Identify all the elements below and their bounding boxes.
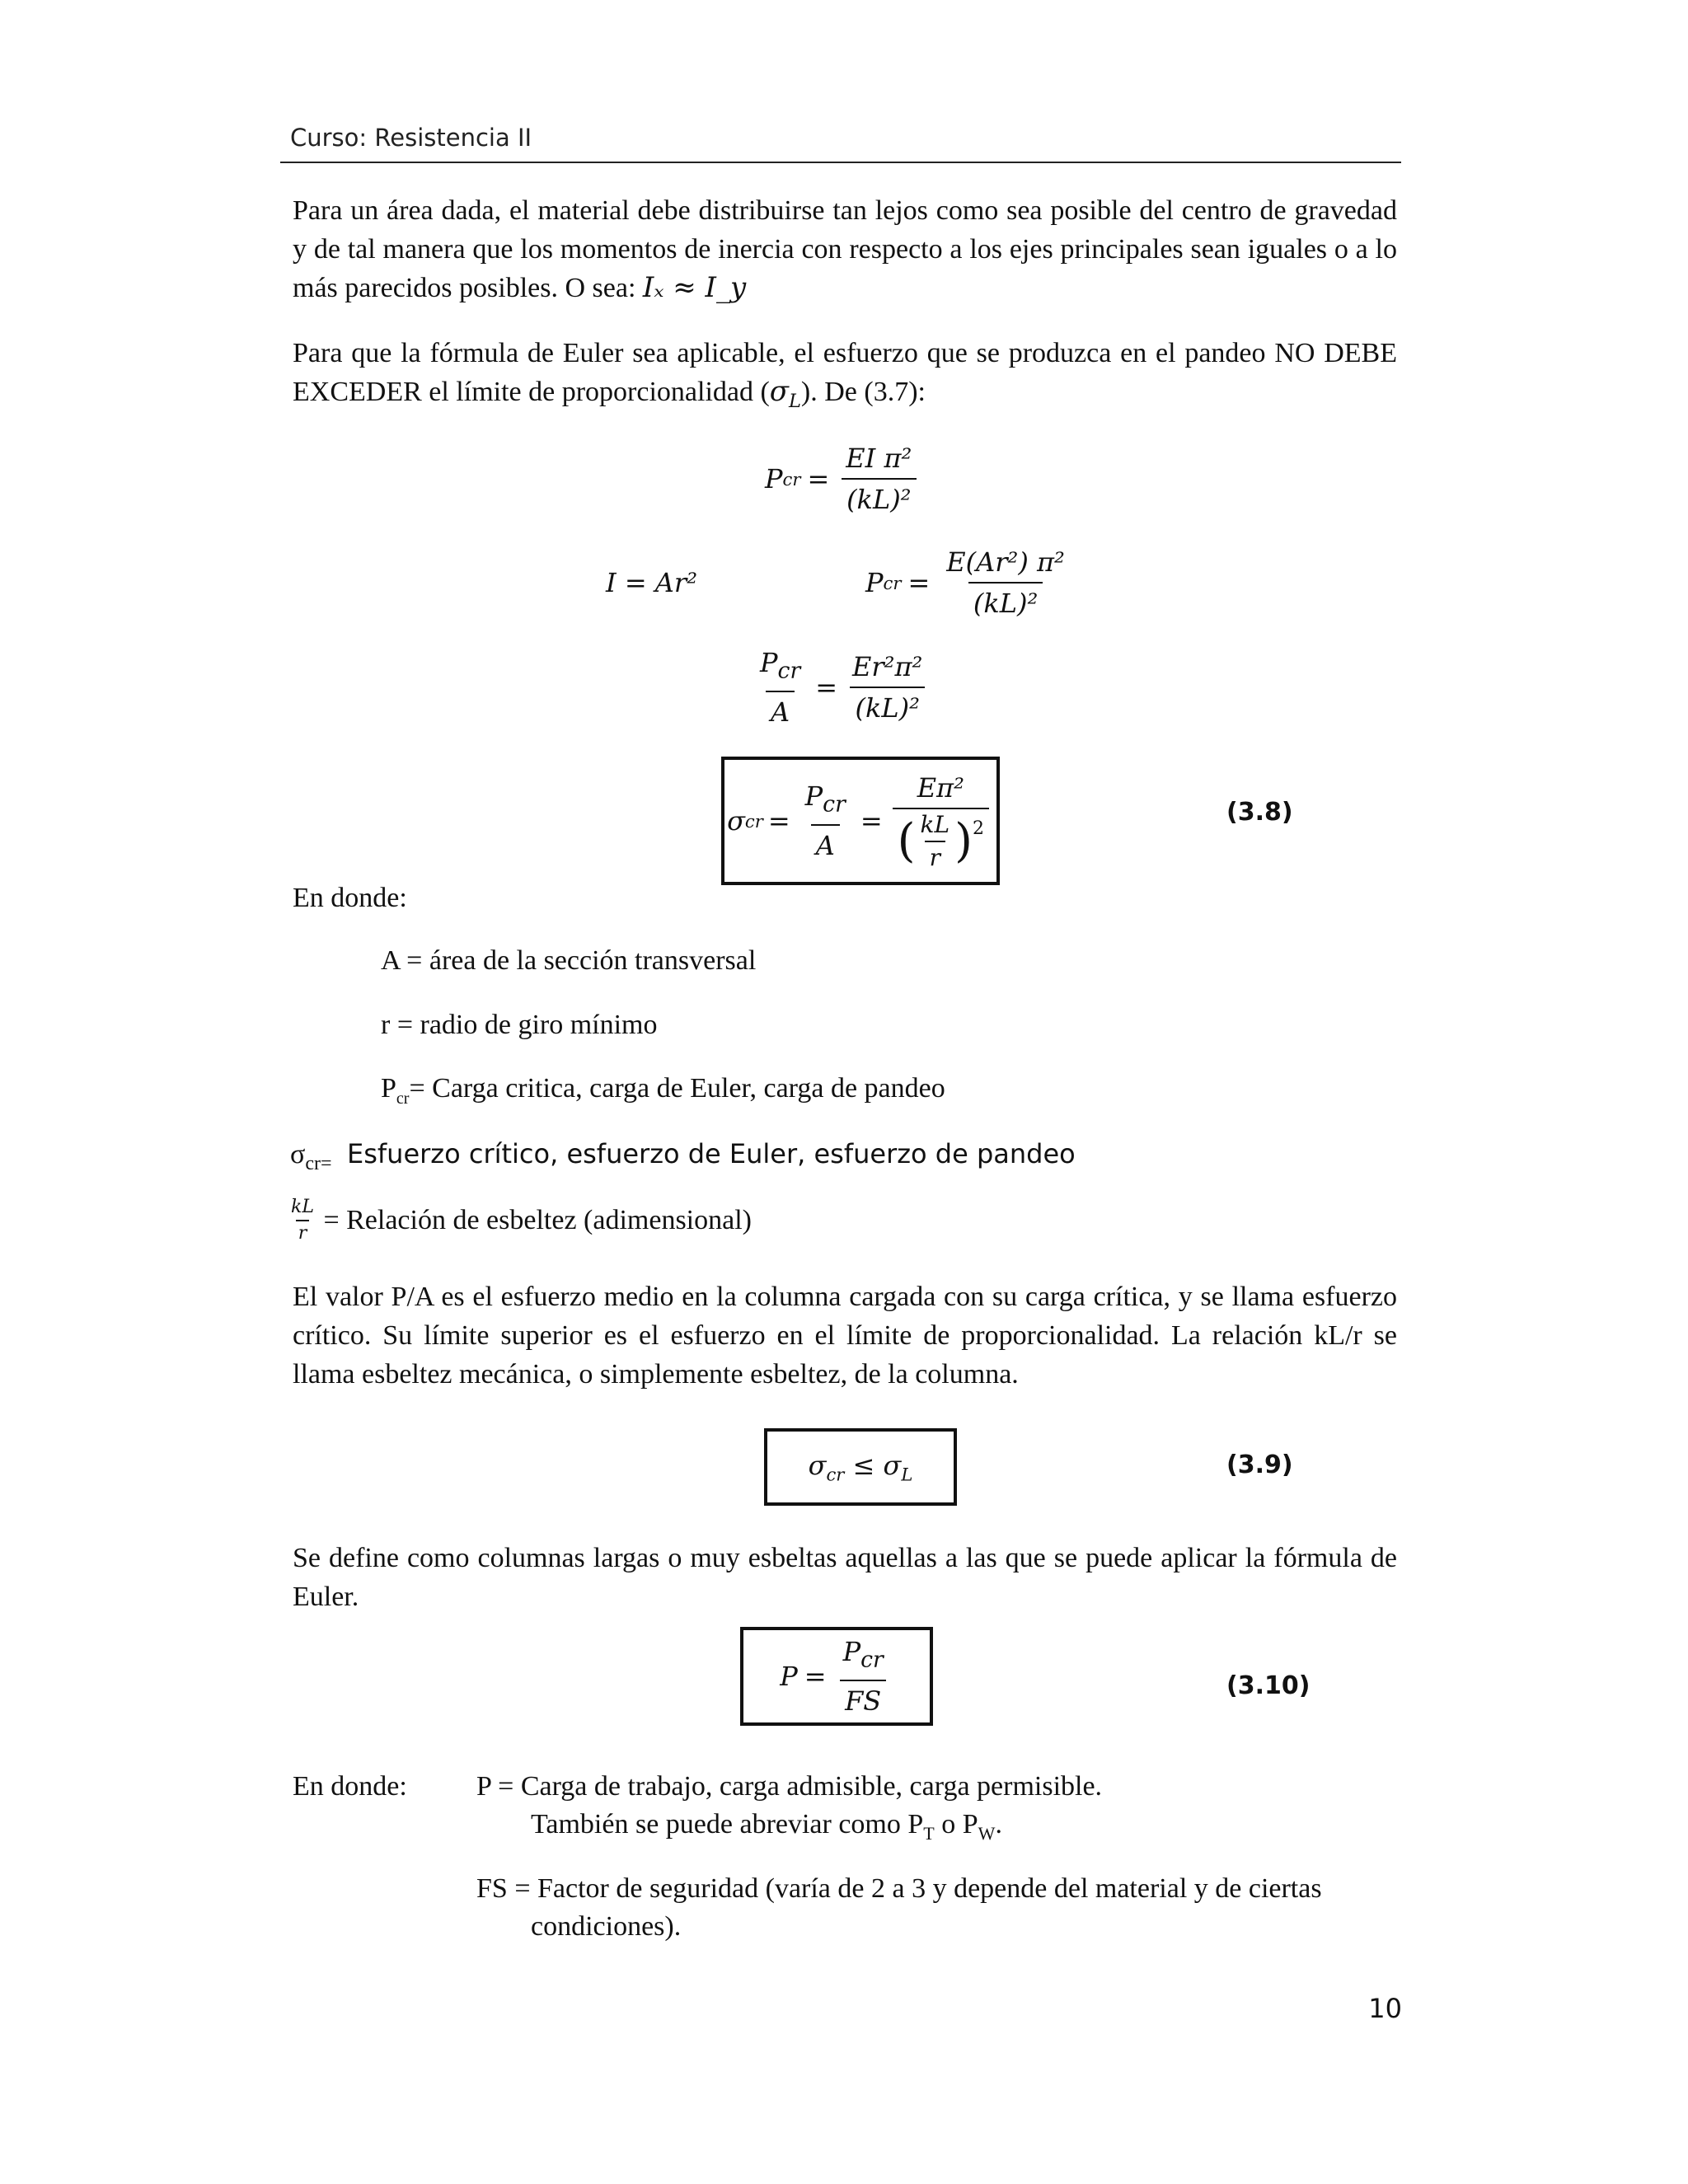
eq38-equals-2: = (860, 805, 883, 837)
eq2-num: E(Ar²) π² (946, 546, 1065, 578)
eq39-sub2: L (901, 1464, 913, 1485)
pcr-text: = Carga critica, carga de Euler, carga de pandeo (409, 1073, 945, 1104)
eq38-inner-fraction (916, 813, 955, 870)
eq39-op: ≤ σ (844, 1449, 902, 1481)
paragraph-critical-stress: El valor P/A es el esfuerzo medio en la columna cargada con su carga crítica, y se llama esfuerzo crítico. Su límite superior es el esfuerzo en el límite de proporcionalidad. La relación kL/r se llama esbeltez mecánica, o simplemente esbeltez, de la columna. (293, 1282, 1397, 1390)
eq3-lhs-den: A (766, 691, 795, 729)
eq38-rhs-fraction (893, 771, 989, 870)
eq1-lhs: P (765, 463, 783, 494)
definition-fs-line1: FS = Factor de seguridad (varía de 2 a 3 y depende del material y de ciertas (476, 1873, 1322, 1904)
eq38-mid-den: A (811, 824, 840, 862)
definition-pcr (381, 1072, 945, 1115)
eq310-lhs: P (780, 1660, 798, 1692)
equation-critical-stress-box (721, 757, 1000, 885)
eq1-den: (kL)² (842, 478, 916, 516)
eq38-mid-fraction (800, 780, 851, 862)
kl-num: kL (291, 1197, 314, 1217)
eq310-fraction (838, 1635, 889, 1718)
paragraph-euler-applicability (293, 334, 1397, 421)
eq38-sigma: σ (727, 805, 745, 837)
p-line2-a: También se puede abreviar como P (531, 1809, 924, 1840)
kl-den: r (296, 1220, 310, 1244)
equation-sigma-limit-box (764, 1428, 957, 1506)
p-line2-sub-w: W (978, 1822, 996, 1844)
scr-symbol: σ (290, 1139, 306, 1169)
eq38-paren-open: ( (897, 814, 916, 868)
definition-r: r = radio de giro mínimo (381, 1010, 658, 1040)
p2-sigma-sub: L (789, 390, 801, 412)
eq2-lhs: P (865, 567, 884, 598)
eq3-rhs-num: Er²π² (852, 651, 923, 683)
equation-pcr-over-a (750, 646, 932, 729)
eq38-mid-num-sub: cr (823, 791, 846, 818)
kl-fraction (288, 1197, 316, 1244)
definition-p-line1: P = Carga de trabajo, carga admisible, carga permisible. (476, 1771, 1103, 1802)
eq38-sigma-sub: cr (744, 810, 763, 832)
equation-number-3-9: (3.9) (1226, 1451, 1293, 1479)
equation-number-3-10: (3.10) (1226, 1671, 1311, 1700)
en-donde-label-2: En donde: (293, 1771, 407, 1802)
en-donde-label-1: En donde: (293, 883, 407, 913)
p1-math: Iₓ ≈ I_y (642, 271, 747, 304)
eq1-fraction (841, 442, 917, 516)
eq3-lhs-num: P (760, 647, 778, 678)
eq38-mid-num: P (804, 780, 823, 812)
eq3-rhs-fraction (847, 650, 927, 724)
equation-inertia-radius: I = Ar² (606, 567, 698, 598)
eq310-num-sub: cr (860, 1647, 884, 1673)
eq39-sub1: cr (826, 1464, 845, 1485)
eq310-den: FS (840, 1680, 886, 1718)
eq3-lhs-fraction (755, 646, 805, 729)
eq38-rhs-den (893, 808, 989, 870)
eq3-lhs-num-sub: cr (777, 658, 801, 684)
eq38-paren-close: ) (954, 814, 973, 868)
eq3-equals: = (815, 672, 838, 704)
definition-a: A = área de la sección transversal (381, 945, 757, 976)
equation-pcr-euler (765, 442, 921, 516)
eq39-sigma: σ (808, 1449, 827, 1481)
eq310-equals: = (804, 1660, 827, 1692)
equation-working-load-box (740, 1627, 933, 1726)
eq2-lhs-sub: cr (883, 572, 902, 593)
eq2-equals: = (907, 567, 931, 598)
pcr-subscript: cr (396, 1089, 410, 1108)
eq38-inner-den: r (925, 841, 945, 870)
eq38-rhs-num: Eπ² (917, 772, 964, 804)
scr-subscript: cr= (305, 1152, 332, 1174)
course-header: Curso: Resistencia II (290, 124, 532, 152)
definition-p-line2 (531, 1808, 1002, 1850)
p-line2-c: . (995, 1809, 1002, 1840)
pcr-symbol: P (381, 1073, 396, 1104)
eq38-equals-1: = (767, 805, 790, 837)
definition-sigma-cr (290, 1137, 1076, 1180)
equation-number-3-8: (3.8) (1226, 798, 1293, 827)
eq1-lhs-sub: cr (782, 468, 801, 490)
p-line2-b: o P (934, 1809, 978, 1840)
eq1-num: EI π² (846, 443, 912, 474)
scr-text: Esfuerzo crítico, esfuerzo de Euler, esfuerzo de pandeo (347, 1138, 1076, 1169)
eq2-den: (kL)² (968, 582, 1043, 620)
eq2-fraction (941, 546, 1070, 620)
eq1-equals: = (807, 463, 830, 494)
definition-fs-line2: condiciones). (531, 1911, 682, 1942)
eq310-num: P (842, 1635, 861, 1667)
paragraph-material-distribution (293, 191, 1397, 307)
definition-slenderness (288, 1197, 752, 1244)
eq3-rhs-den: (kL)² (850, 687, 924, 724)
kl-text: = Relación de esbeltez (adimensional) (316, 1205, 752, 1235)
paragraph-long-columns: Se define como columnas largas o muy esbeltas aquellas a las que se puede aplicar la fórmula de Euler. (293, 1543, 1397, 1612)
eq38-inner-num: kL (920, 811, 950, 838)
p2-sigma: σ (769, 375, 790, 408)
p-line2-sub-t: T (923, 1822, 935, 1844)
p2-text: Para que la fórmula de Euler sea aplicable, el esfuerzo que se produzca en el pandeo NO DEBE EXCEDER el límite de proporcionalidad ( (293, 338, 1397, 407)
p2-tail: ). De (3.7): (800, 377, 926, 407)
header-rule (280, 162, 1401, 163)
page-number: 10 (1368, 1993, 1402, 2024)
equation-pcr-radius (865, 546, 1075, 620)
p1-text: Para un área dada, el material debe distribuirse tan lejos como sea posible del centro de gravedad y de tal manera que los momentos de inercia con respecto a los ejes principales sean iguales o a lo más parecidos posibles. O sea: (293, 195, 1397, 303)
eq38-exponent: 2 (972, 818, 984, 839)
